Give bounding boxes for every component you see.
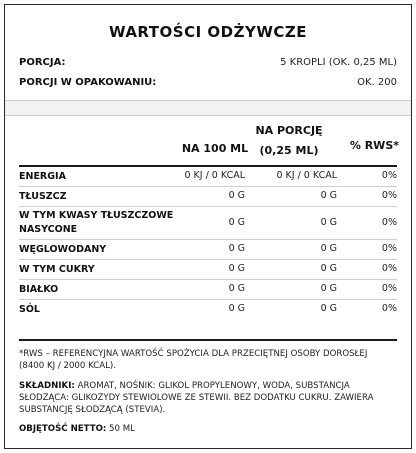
row-per-100: 0 G: [228, 263, 245, 274]
row-per-100: 0 KJ / 0 KCAL: [184, 170, 245, 181]
header-rws: % RWS*: [349, 139, 399, 152]
row-divider: [19, 186, 397, 187]
row-rws: 0%: [381, 170, 397, 181]
row-per-100: 0 G: [228, 283, 245, 294]
table-footer-divider: [19, 339, 397, 341]
ingredients-text-line3: SUBSTANCJĘ SŁODZĄCĄ (STEVIA).: [19, 405, 166, 415]
row-per-portion: 0 G: [320, 303, 337, 314]
table-row: [19, 170, 397, 184]
row-divider: [19, 259, 397, 260]
table-header-divider: [19, 165, 397, 167]
net-volume: [19, 423, 397, 435]
portion-value: 5 KROPLI (OK. 0,25 ML): [280, 57, 397, 68]
table-row: [19, 303, 397, 317]
row-rws: 0%: [381, 217, 397, 228]
row-name: TŁUSZCZ: [19, 191, 67, 202]
rws-note-line1: *RWS – REFERENCYJNA WARTOŚĆ SPOŻYCIA DLA PRZECIĘTNEJ OSOBY DOROSŁEJ: [19, 349, 368, 359]
row-rws: 0%: [381, 263, 397, 274]
row-rws: 0%: [381, 243, 397, 254]
rws-note: [19, 348, 397, 372]
portion-label: PORCJA:: [19, 57, 66, 68]
row-per-portion: 0 KJ / 0 KCAL: [276, 170, 337, 181]
header-per-portion-line1: NA PORCJĘ: [255, 124, 323, 137]
row-divider: [19, 279, 397, 280]
row-per-portion: 0 G: [320, 190, 337, 201]
nutrition-label: [4, 4, 412, 449]
table-row: [19, 243, 397, 257]
row-name: BIAŁKO: [19, 284, 59, 295]
label-title: WARTOŚCI ODŻYWCZE: [108, 23, 308, 41]
ingredients-text-line1: AROMAT, NOŚNIK: GLIKOL PROPYLENOWY, WODA, SUBSTANCJA: [74, 381, 350, 391]
rws-note-line2: (8400 KJ / 2000 KCAL).: [19, 361, 117, 371]
row-name: W TYM CUKRY: [19, 264, 95, 275]
table-row: [19, 283, 397, 297]
separator-band: [5, 100, 411, 116]
row-per-100: 0 G: [228, 217, 245, 228]
row-name: ENERGIA: [19, 171, 66, 182]
net-volume-value: 50 ML: [106, 424, 135, 434]
row-name: W TYM KWASY TŁUSZCZOWE: [19, 210, 174, 221]
row-per-portion: 0 G: [320, 283, 337, 294]
row-name: WĘGLOWODANY: [19, 244, 107, 255]
portions-in-pack-value: OK. 200: [357, 77, 397, 88]
table-row: [19, 263, 397, 277]
ingredients-text-line2: SŁODZĄCA: GLIKOZYDY STEWIOLOWE ZE STEWII. BEZ DODATKU CUKRU. ZAWIERA: [19, 393, 374, 403]
net-volume-label: OBJĘTOŚĆ NETTO:: [19, 424, 107, 434]
ingredients: [19, 380, 397, 416]
row-per-100: 0 G: [228, 303, 245, 314]
row-divider: [19, 299, 397, 300]
row-rws: 0%: [381, 303, 397, 314]
header-per-portion-line2: (0,25 ML): [259, 144, 319, 157]
header-per-100: NA 100 ML: [181, 142, 249, 155]
row-per-portion: 0 G: [320, 263, 337, 274]
row-divider: [19, 206, 397, 207]
portions-in-pack-label: PORCJI W OPAKOWANIU:: [19, 77, 157, 88]
row-per-portion: 0 G: [320, 243, 337, 254]
table-row: [19, 209, 397, 237]
row-name: SÓL: [19, 304, 40, 315]
row-per-100: 0 G: [228, 190, 245, 201]
row-rws: 0%: [381, 283, 397, 294]
table-row: [19, 190, 397, 204]
row-per-100: 0 G: [228, 243, 245, 254]
portion-row: [19, 55, 397, 71]
row-per-portion: 0 G: [320, 217, 337, 228]
row-rws: 0%: [381, 190, 397, 201]
portions-in-pack-row: [19, 75, 397, 91]
row-name-line2: NASYCONE: [19, 224, 78, 235]
row-divider: [19, 239, 397, 240]
ingredients-label: SKŁADNIKI:: [19, 381, 75, 391]
